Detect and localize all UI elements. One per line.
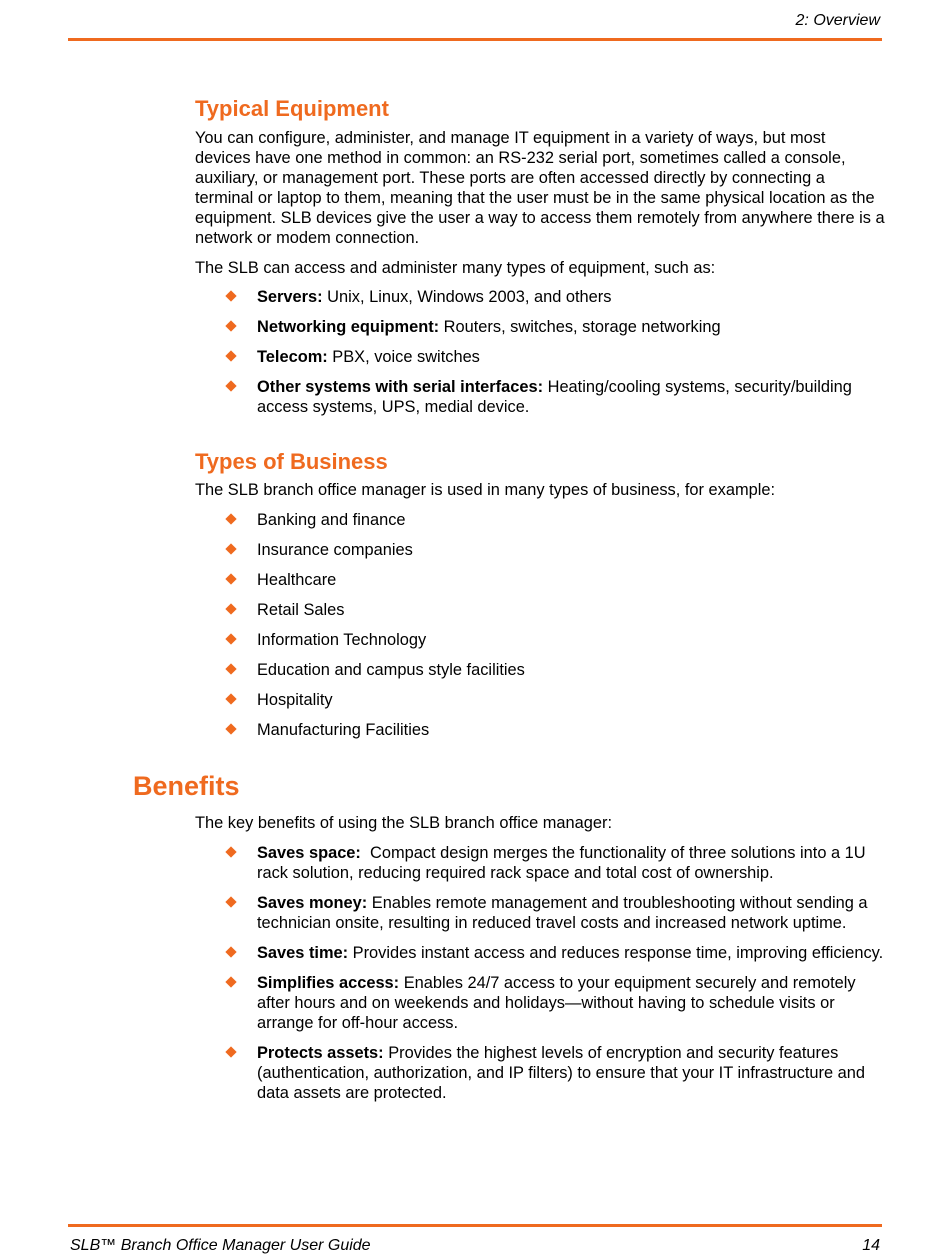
diamond-bullet-icon (225, 573, 236, 584)
heading-typical-equipment: Typical Equipment (195, 96, 389, 121)
list-item: Education and campus style facilities (195, 660, 885, 680)
benefits-lead: The key benefits of using the SLB branch office manager: (195, 814, 613, 832)
list-item: Insurance companies (195, 540, 885, 560)
diamond-bullet-icon (225, 976, 236, 987)
list-item: Banking and finance (195, 510, 885, 530)
diamond-bullet-icon (225, 633, 236, 644)
diamond-bullet-icon (225, 723, 236, 734)
list-item: Information Technology (195, 630, 885, 650)
list-item: Manufacturing Facilities (195, 720, 885, 740)
list-item: Saves money: Enables remote management and troubleshooting without sending a technician onsite, resulting in reduced travel costs and increased network uptime. (195, 893, 885, 933)
benefits-list (195, 843, 885, 1113)
list-item: Saves space: Compact design merges the functionality of three solutions into a 1U rack solution, reducing required rack space and total cost of ownership. (195, 843, 885, 883)
list-item: Saves time: Provides instant access and reduces response time, improving efficiency. (195, 943, 885, 963)
diamond-bullet-icon (225, 603, 236, 614)
types-of-business-lead: The SLB branch office manager is used in many types of business, for example: (195, 481, 776, 499)
diamond-bullet-icon (225, 350, 236, 361)
typical-equipment-intro: You can configure, administer, and manage IT equipment in a variety of ways, but most devices have one method in common: an RS-232 serial port, sometimes called a console, auxiliary, or management port. These ports are often accessed directly by connecting a terminal or laptop to them, meaning that the user must be in the same physical location as the equipment. SLB devices give the user a way to access them remotely from anywhere there is a network or modem connection. (195, 129, 885, 247)
diamond-bullet-icon (225, 896, 236, 907)
list-item: Simplifies access: Enables 24/7 access to your equipment securely and remotely after hours and on weekends and holidays—without having to schedule visits or arrange for off-hour access. (195, 973, 885, 1033)
equipment-list (195, 287, 885, 427)
footer-rule (68, 1224, 882, 1227)
diamond-bullet-icon (225, 290, 236, 301)
diamond-bullet-icon (225, 513, 236, 524)
heading-types-of-business: Types of Business (195, 449, 388, 474)
business-list (195, 510, 885, 750)
diamond-bullet-icon (225, 846, 236, 857)
footer-title: SLB™ Branch Office Manager User Guide (70, 1237, 371, 1254)
list-item: Networking equipment: Routers, switches, storage networking (195, 317, 885, 337)
list-item: Hospitality (195, 690, 885, 710)
list-item: Other systems with serial interfaces: Heating/cooling systems, security/building access systems, UPS, medial device. (195, 377, 885, 417)
running-header: 2: Overview (795, 12, 880, 29)
diamond-bullet-icon (225, 543, 236, 554)
typical-equipment-lead: The SLB can access and administer many types of equipment, such as: (195, 259, 716, 277)
page-number: 14 (862, 1237, 880, 1254)
list-item: Servers: Unix, Linux, Windows 2003, and others (195, 287, 885, 307)
diamond-bullet-icon (225, 693, 236, 704)
header-rule (68, 38, 882, 41)
diamond-bullet-icon (225, 663, 236, 674)
list-item: Healthcare (195, 570, 885, 590)
diamond-bullet-icon (225, 380, 236, 391)
list-item: Protects assets: Provides the highest levels of encryption and security features (authentication, authorization, and IP filters) to ensure that your IT infrastructure and data assets are protected. (195, 1043, 885, 1103)
list-item: Telecom: PBX, voice switches (195, 347, 885, 367)
diamond-bullet-icon (225, 320, 236, 331)
diamond-bullet-icon (225, 946, 236, 957)
list-item: Retail Sales (195, 600, 885, 620)
diamond-bullet-icon (225, 1046, 236, 1057)
heading-benefits: Benefits (133, 771, 240, 801)
